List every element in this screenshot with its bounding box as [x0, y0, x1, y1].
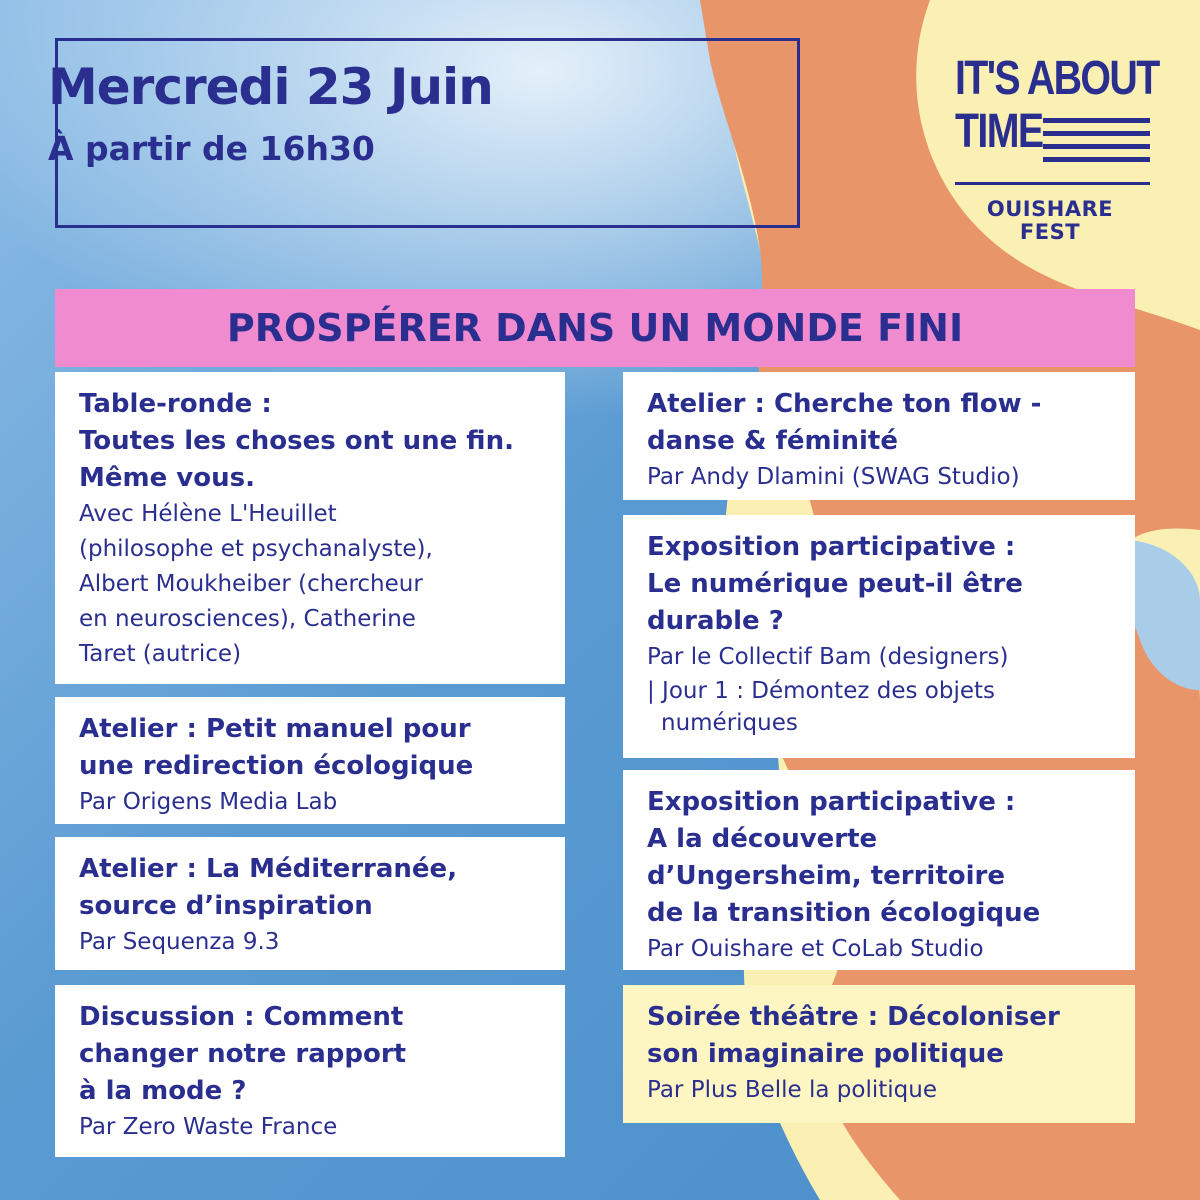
event-title-line: une redirection écologique [79, 751, 474, 781]
event-card [623, 515, 1135, 758]
event-speakers-line: en neurosciences), Catherine [79, 606, 416, 632]
event-host: Par Plus Belle la politique [647, 1077, 937, 1103]
event-title-line: Toutes les choses ont une fin. [79, 426, 514, 456]
event-host: Par Zero Waste France [79, 1114, 338, 1140]
event-card [623, 372, 1135, 500]
event-title-line: changer notre rapport [79, 1039, 407, 1069]
logo-fest-line-2: FEST [1019, 220, 1081, 245]
event-title-line: d’Ungersheim, territoire [647, 861, 1006, 891]
event-speakers-line: Avec Hélène L'Heuillet [79, 501, 337, 527]
event-title-line: Le numérique peut-il être [647, 569, 1023, 599]
theme-banner: PROSPÉRER DANS UN MONDE FINI [55, 289, 1135, 367]
event-title-line: Même vous. [79, 463, 255, 493]
event-host: Par Sequenza 9.3 [79, 929, 280, 955]
event-speakers [79, 497, 541, 672]
event-host: Par Ouishare et CoLab Studio [647, 936, 984, 962]
event-title-line: Discussion : Comment [79, 1002, 404, 1032]
event-card [55, 985, 565, 1157]
event-title-line: Exposition participative : [647, 532, 1016, 562]
event-host: Par Origens Media Lab [79, 789, 338, 815]
event-card-highlight [623, 985, 1135, 1123]
festival-logo [950, 50, 1159, 260]
event-title-line: à la mode ? [79, 1076, 247, 1106]
event-title-line: A la découverte [647, 824, 878, 854]
event-title [79, 711, 541, 785]
logo-fest-name [950, 198, 1150, 244]
event-title [647, 529, 1111, 640]
event-title-line: Atelier : Petit manuel pour [79, 714, 471, 744]
event-host: Par le Collectif Bam (designers) [647, 644, 1009, 670]
logo-fest-line-1: OUISHARE [986, 197, 1114, 221]
event-card [55, 697, 565, 824]
logo-stripes-icon [1043, 118, 1150, 164]
event-speakers-line: Taret (autrice) [79, 641, 242, 667]
event-title-line: danse & féminité [647, 426, 898, 456]
logo-divider [955, 182, 1150, 185]
event-title-line: son imaginaire politique [647, 1039, 1004, 1069]
event-title-line: Soirée théâtre : Décoloniser [647, 1002, 1060, 1032]
event-title-line: de la transition écologique [647, 898, 1041, 928]
event-note: | Jour 1 : Démontez des objets numériques [647, 678, 995, 736]
event-title-line: Table-ronde : [79, 389, 272, 419]
event-title [647, 386, 1111, 460]
event-title [79, 851, 541, 925]
logo-line-1: IT'S ABOUT [955, 52, 1159, 105]
event-title-line: Atelier : La Méditerranée, [79, 854, 458, 884]
event-title-line: Exposition participative : [647, 787, 1016, 817]
event-speakers-line: (philosophe et psychanalyste), [79, 536, 433, 562]
event-card [55, 837, 565, 970]
event-card [623, 770, 1135, 970]
event-date: Mercredi 23 Juin [48, 58, 493, 116]
event-title-line: durable ? [647, 606, 784, 636]
logo-line-2: TIME [955, 105, 1043, 158]
event-title [79, 999, 541, 1110]
event-title [79, 386, 541, 497]
event-title [647, 784, 1111, 932]
event-host: Par Andy Dlamini (SWAG Studio) [647, 464, 1020, 490]
event-title-line: Atelier : Cherche ton flow - [647, 389, 1042, 419]
event-card [55, 372, 565, 684]
event-title-line: source d’inspiration [79, 891, 373, 921]
event-title [647, 999, 1111, 1073]
event-start-time: À partir de 16h30 [48, 129, 375, 168]
event-speakers-line: Albert Moukheiber (chercheur [79, 571, 423, 597]
